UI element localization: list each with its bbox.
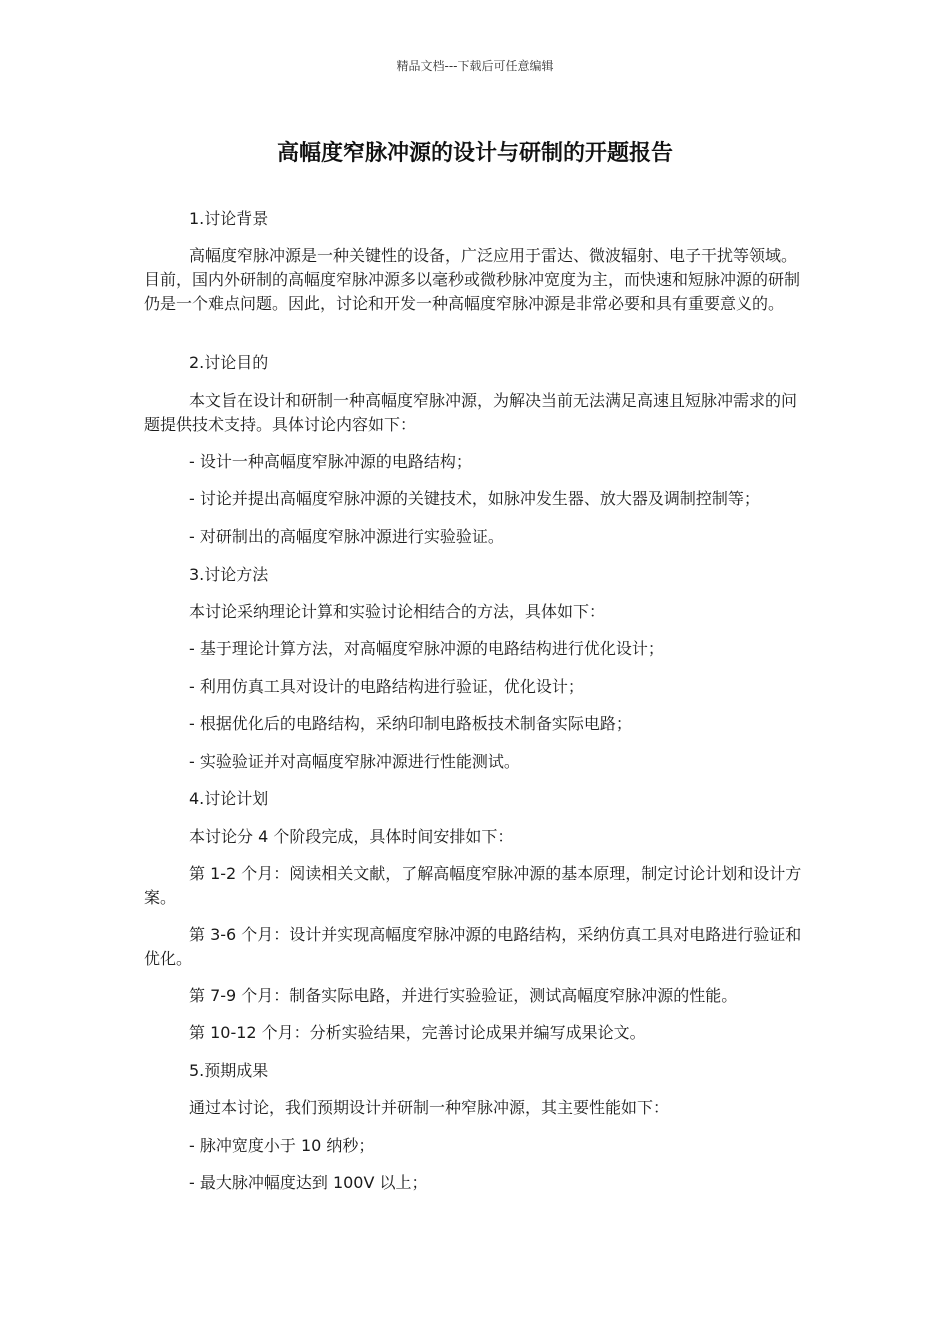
section-5-heading: 5.预期成果 [189, 1061, 269, 1080]
list-item: - 讨论并提出高幅度窄脉冲源的关键技术，如脉冲发生器、放大器及调制控制等； [189, 489, 760, 508]
section-1-paragraph: 高幅度窄脉冲源是一种关键性的设备，广泛应用于雷达、微波辐射、电子干扰等领域。目前，国内外研制的高幅度窄脉冲源多以毫秒或微秒脉冲宽度为主，而快速和短脉冲源的研制仍是一个难点问题。因此，讨论和开发一种高幅度窄脉冲源是非常必要和具有重要意义的。 [144, 246, 801, 313]
list-item: - 设计一种高幅度窄脉冲源的电路结构； [189, 452, 472, 471]
section-2-heading: 2.讨论目的 [189, 353, 269, 372]
list-item: - 最大脉冲幅度达到 100V 以上； [189, 1173, 428, 1192]
list-item: - 根据优化后的电路结构，采纳印制电路板技术制备实际电路； [189, 714, 632, 733]
list-item: - 基于理论计算方法，对高幅度窄脉冲源的电路结构进行优化设计； [189, 639, 664, 658]
section-4-heading: 4.讨论计划 [189, 789, 269, 808]
section-3-heading: 3.讨论方法 [189, 565, 269, 584]
document-title: 高幅度窄脉冲源的设计与研制的开题报告 [276, 141, 673, 166]
stage-item: 第 7-9 个月：制备实际电路，并进行实验验证，测试高幅度窄脉冲源的性能。 [189, 986, 738, 1005]
section-1-heading: 1.讨论背景 [189, 209, 269, 228]
section-4-paragraph: 本讨论分 4 个阶段完成，具体时间安排如下： [189, 827, 514, 846]
list-item: - 利用仿真工具对设计的电路结构进行验证，优化设计； [189, 677, 584, 696]
section-5-paragraph: 通过本讨论，我们预期设计并研制一种窄脉冲源，其主要性能如下： [189, 1098, 670, 1117]
header-note: 精品文档---下载后可任意编辑 [396, 59, 554, 73]
section-2-paragraph: 本文旨在设计和研制一种高幅度窄脉冲源，为解决当前无法满足高速且短脉冲需求的问题提供技术支持。具体讨论内容如下： [144, 391, 798, 434]
list-item: - 脉冲宽度小于 10 纳秒； [189, 1136, 375, 1155]
list-item: - 实验验证并对高幅度窄脉冲源进行性能测试。 [189, 752, 520, 771]
section-3-paragraph: 本讨论采纳理论计算和实验讨论相结合的方法，具体如下： [189, 602, 606, 621]
stage-item: 第 1-2 个月：阅读相关文献，了解高幅度窄脉冲源的基本原理，制定讨论计划和设计方案。 [144, 864, 802, 907]
stage-item: 第 3-6 个月：设计并实现高幅度窄脉冲源的电路结构，采纳仿真工具对电路进行验证和优化。 [144, 925, 802, 968]
stage-item: 第 10-12 个月：分析实验结果，完善讨论成果并编写成果论文。 [189, 1023, 646, 1042]
list-item: - 对研制出的高幅度窄脉冲源进行实验验证。 [189, 527, 504, 546]
